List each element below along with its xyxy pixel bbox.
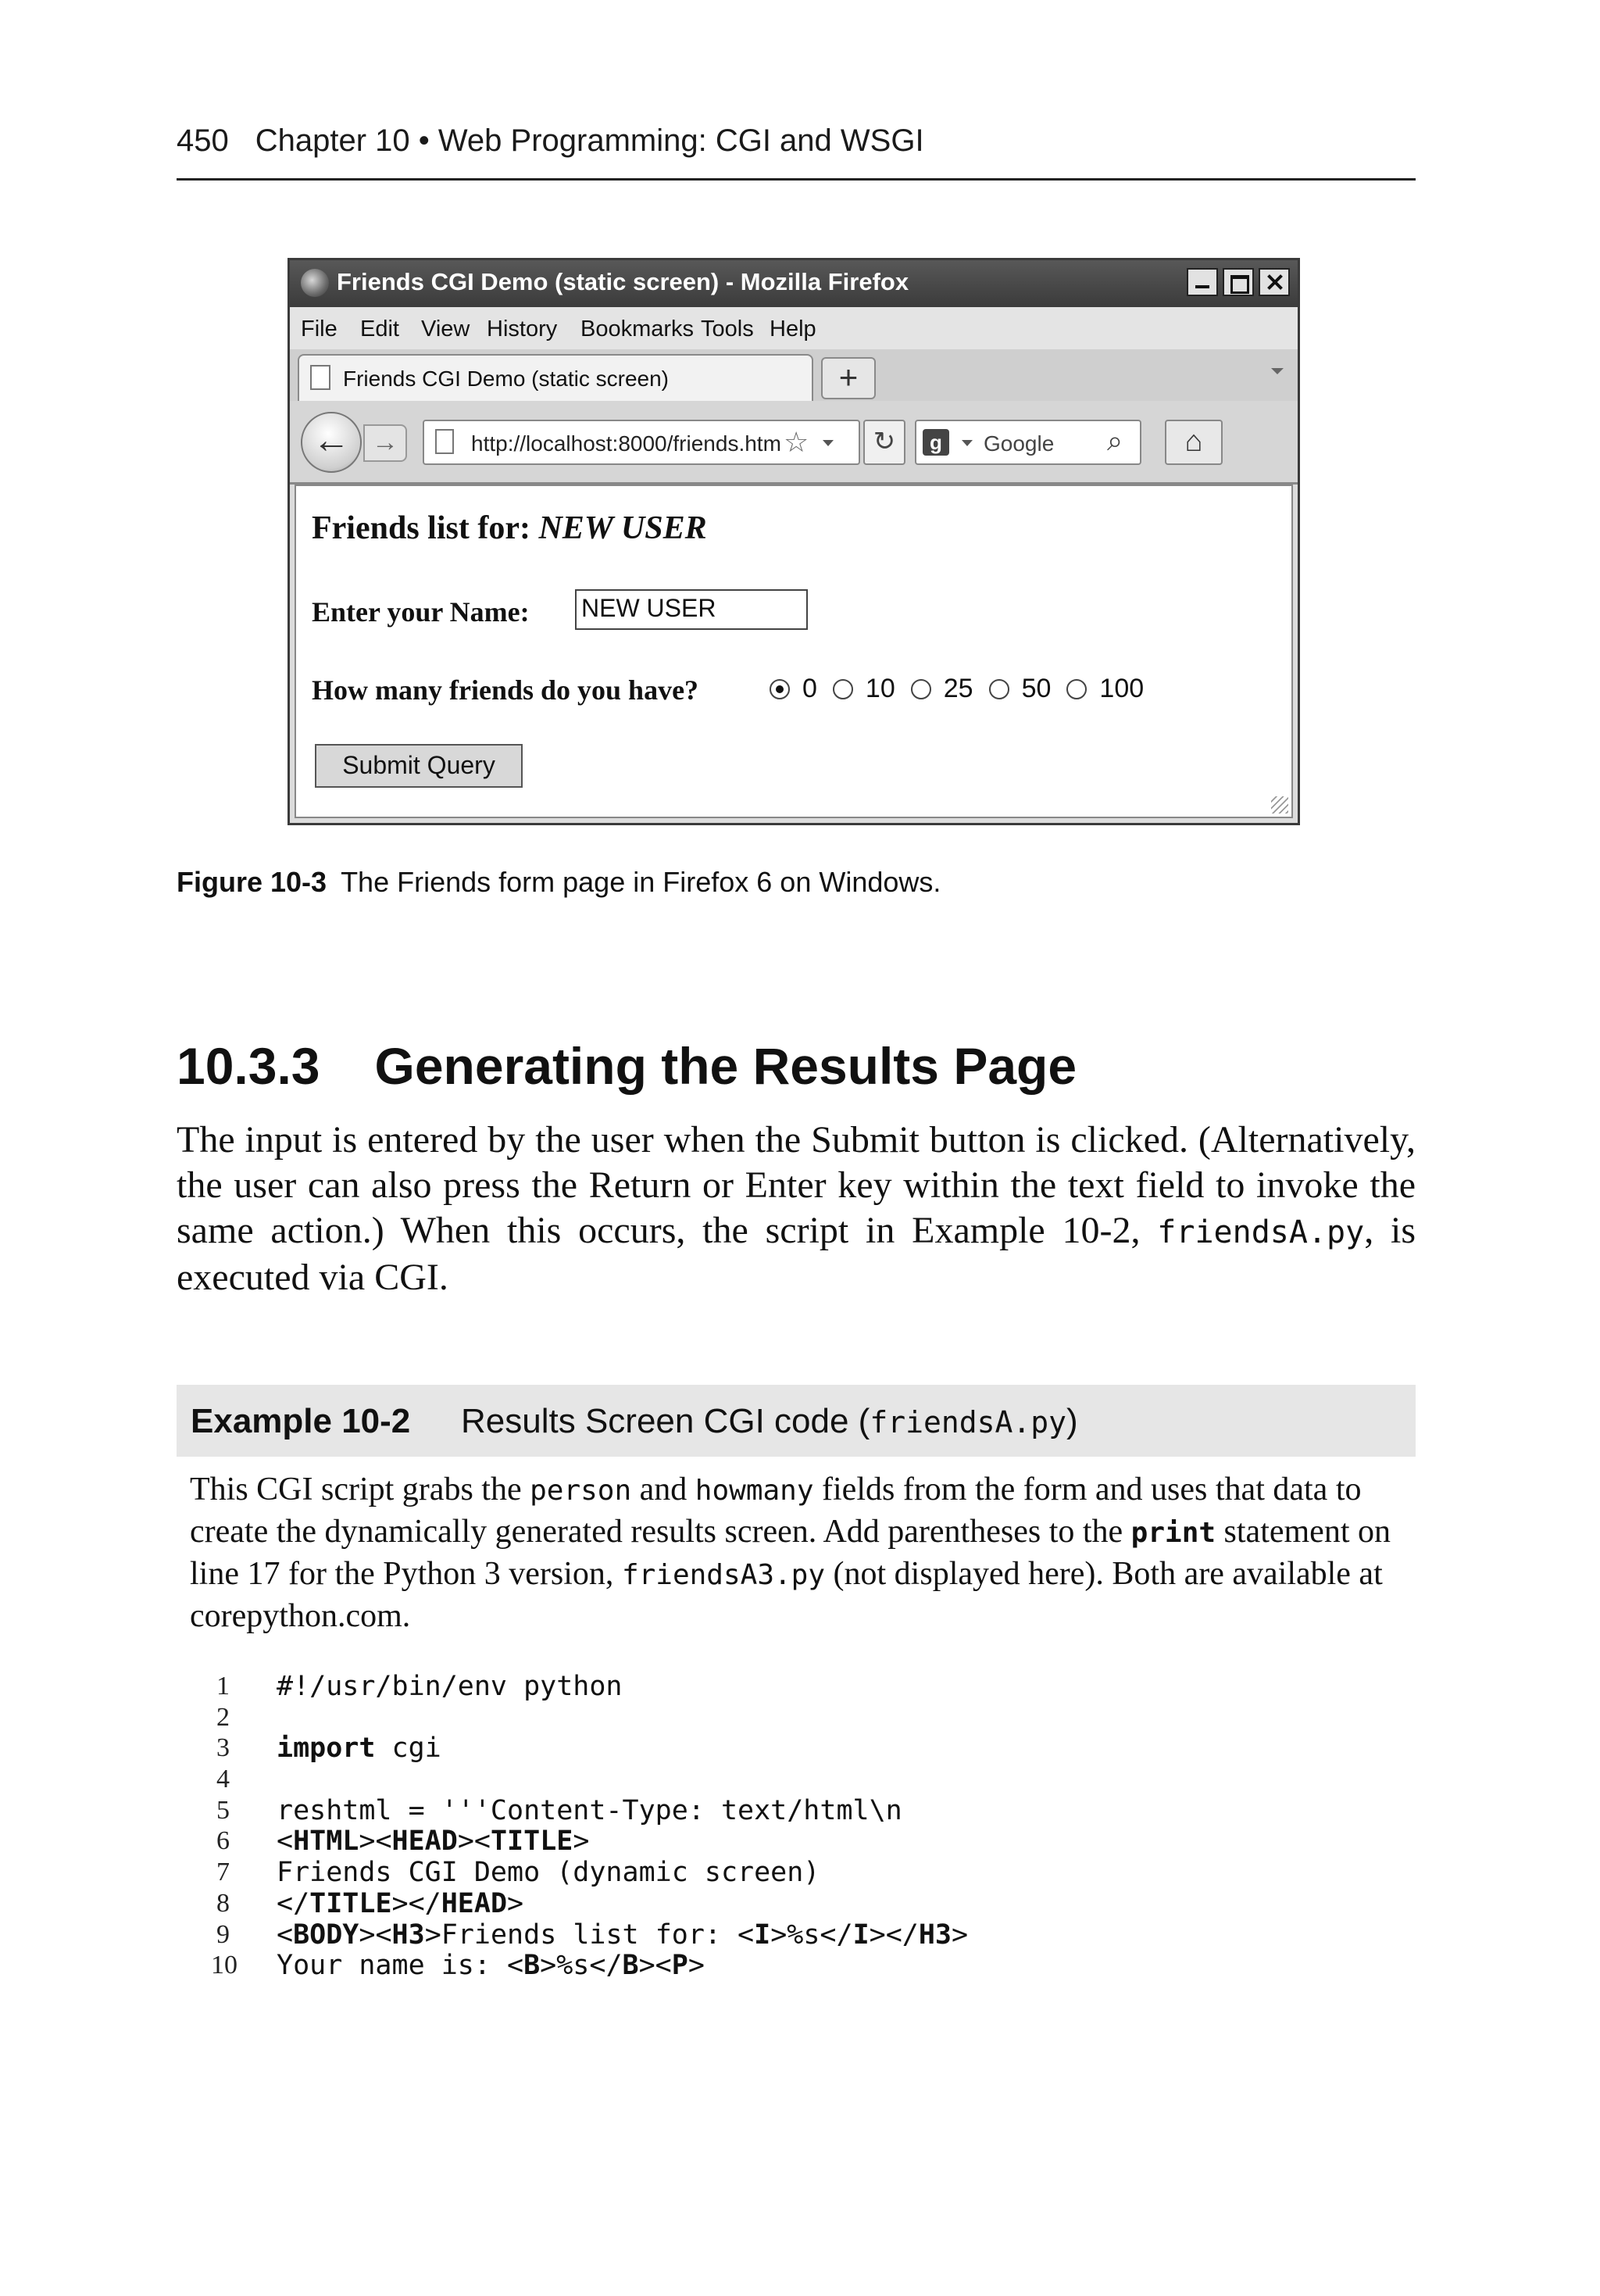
url-text: http://localhost:8000/friends.htm <box>471 431 781 456</box>
code-text: </TITLE></HEAD> <box>277 1887 524 1919</box>
running-header <box>177 123 924 159</box>
radio-0[interactable] <box>770 674 817 704</box>
tab-label: Friends CGI Demo (static screen) <box>343 367 669 391</box>
figure-caption <box>177 866 941 899</box>
menu-bar <box>290 307 1298 349</box>
section-number: 10.3.3 <box>177 1037 320 1095</box>
radio-icon[interactable] <box>1066 679 1087 699</box>
example-title <box>461 1402 1078 1441</box>
resize-grip-icon[interactable] <box>1271 796 1288 814</box>
code-text: Your name is: <B>%s</B><P> <box>277 1950 705 1982</box>
inline-code: print <box>1130 1517 1216 1549</box>
window-titlebar <box>290 260 1298 307</box>
example-title-close: ) <box>1066 1402 1078 1440</box>
friends-heading-user: NEW USER <box>538 510 707 546</box>
bookmark-star-icon[interactable]: ☆ <box>784 426 809 458</box>
code-text: reshtml = '''Content-Type: text/html\n <box>277 1794 902 1826</box>
tab-friends-demo[interactable] <box>298 354 813 401</box>
header-rule <box>177 178 1416 181</box>
google-logo-icon: g <box>923 429 949 456</box>
menu-tools[interactable]: Tools <box>701 317 754 342</box>
line-number: 3 <box>216 1733 230 1763</box>
submit-query-button[interactable]: Submit Query <box>315 744 523 788</box>
menu-edit[interactable]: Edit <box>360 317 399 342</box>
search-icon[interactable]: ⌕ <box>1107 424 1123 456</box>
friends-count-label: How many friends do you have? <box>312 674 699 706</box>
example-header <box>177 1385 1416 1457</box>
line-number: 10 <box>211 1951 238 1980</box>
inline-code: howmany <box>695 1475 814 1507</box>
forward-arrow-icon[interactable]: → <box>363 424 407 462</box>
firefox-logo-icon <box>301 269 329 297</box>
tab-bar <box>290 349 1298 402</box>
radio-label: 0 <box>802 674 817 703</box>
line-number: 6 <box>216 1826 230 1856</box>
code-text: <BODY><H3>Friends list for: <I>%s</I></H3> <box>277 1919 969 1951</box>
name-label: Enter your Name: <box>312 596 530 628</box>
line-number: 2 <box>216 1702 230 1732</box>
radio-label: 50 <box>1021 674 1052 703</box>
radio-label: 10 <box>865 674 895 703</box>
inline-code: friendsA3.py <box>621 1559 826 1591</box>
section-title: Generating the Results Page <box>374 1037 1077 1095</box>
tab-list-arrow-icon[interactable] <box>1271 368 1284 374</box>
example-title-text: Results Screen CGI code ( <box>461 1402 870 1440</box>
desc-text: and <box>631 1472 695 1507</box>
page-content <box>295 485 1293 818</box>
body-paragraph <box>177 1118 1416 1300</box>
figure-caption-text: The Friends form page in Firefox 6 on Windows. <box>341 866 941 898</box>
code-text: Friends CGI Demo (dynamic screen) <box>277 1857 820 1889</box>
window-controls <box>1187 268 1290 296</box>
friends-heading <box>312 510 707 547</box>
inline-code: friendsA.py <box>1157 1214 1365 1250</box>
search-placeholder: Google <box>984 431 1055 456</box>
radio-icon[interactable] <box>911 679 931 699</box>
new-tab-button[interactable]: + <box>821 357 876 399</box>
browser-window <box>288 258 1300 825</box>
running-title: Chapter 10 • Web Programming: CGI and WSGI <box>255 123 924 158</box>
search-box[interactable] <box>915 420 1141 465</box>
radio-selected-icon[interactable] <box>770 679 790 699</box>
menu-history[interactable]: History <box>487 317 558 342</box>
desc-text: (not displayed here). Both are available at corepython.com. <box>190 1556 1383 1634</box>
maximize-icon[interactable] <box>1223 268 1254 296</box>
radio-icon[interactable] <box>989 679 1009 699</box>
name-input[interactable]: NEW USER <box>575 589 808 630</box>
minimize-icon[interactable] <box>1187 268 1218 296</box>
reload-icon[interactable]: ↻ <box>863 420 905 465</box>
line-number: 1 <box>216 1672 230 1701</box>
example-description <box>190 1469 1409 1636</box>
page-icon <box>435 429 454 454</box>
menu-bookmarks[interactable]: Bookmarks <box>580 317 695 342</box>
page-number: 450 <box>177 123 229 158</box>
window-title: Friends CGI Demo (static screen) - Mozilla Firefox <box>337 268 909 295</box>
radio-label: 25 <box>943 674 973 703</box>
line-number: 8 <box>216 1888 230 1918</box>
radio-25[interactable] <box>911 674 973 704</box>
code-text: import cgi <box>277 1733 441 1765</box>
menu-view[interactable]: View <box>421 317 470 342</box>
friends-heading-prefix: Friends list for: <box>312 510 539 546</box>
search-engine-dropdown-icon[interactable] <box>962 440 973 446</box>
example-title-code: friendsA.py <box>870 1405 1066 1439</box>
desc-text: This CGI script grabs the <box>190 1472 530 1507</box>
inline-code: person <box>530 1475 632 1507</box>
close-icon[interactable] <box>1259 268 1290 296</box>
section-heading <box>177 1036 1077 1096</box>
line-number: 7 <box>216 1858 230 1887</box>
navigation-toolbar <box>290 401 1298 485</box>
code-text: #!/usr/bin/env python <box>277 1671 623 1702</box>
friends-count-radios <box>770 674 1159 704</box>
home-icon[interactable]: ⌂ <box>1165 420 1223 465</box>
url-bar[interactable] <box>423 420 860 465</box>
desc-text: fields from the form and uses that data to create the dynamically generated results screen. Add parentheses to the <box>190 1472 1362 1550</box>
line-number: 4 <box>216 1765 230 1794</box>
radio-10[interactable] <box>833 674 895 704</box>
radio-label: 100 <box>1099 674 1145 703</box>
code-text: <HTML><HEAD><TITLE> <box>277 1826 590 1858</box>
desc-text: statement on line 17 for the Python 3 version, <box>190 1514 1391 1592</box>
body-text: The input is entered by the user when the Submit button is clicked. (Alternatively, the user can also press the Return or Enter key within the text field to invoke the same action.) When this occurs, the script in Example 10-2, <box>177 1119 1416 1251</box>
radio-50[interactable] <box>989 674 1052 704</box>
body-text: , is executed via CGI. <box>177 1210 1416 1298</box>
radio-icon[interactable] <box>833 679 853 699</box>
radio-100[interactable] <box>1066 674 1144 704</box>
line-number: 5 <box>216 1795 230 1825</box>
page-icon <box>310 365 330 390</box>
back-arrow-icon[interactable]: ← <box>301 412 362 473</box>
example-label: Example 10-2 <box>191 1402 411 1440</box>
menu-help[interactable]: Help <box>770 317 816 342</box>
figure-label: Figure 10-3 <box>177 866 327 898</box>
menu-file[interactable]: File <box>301 317 338 342</box>
url-dropdown-icon[interactable] <box>823 440 834 446</box>
line-number: 9 <box>216 1919 230 1949</box>
